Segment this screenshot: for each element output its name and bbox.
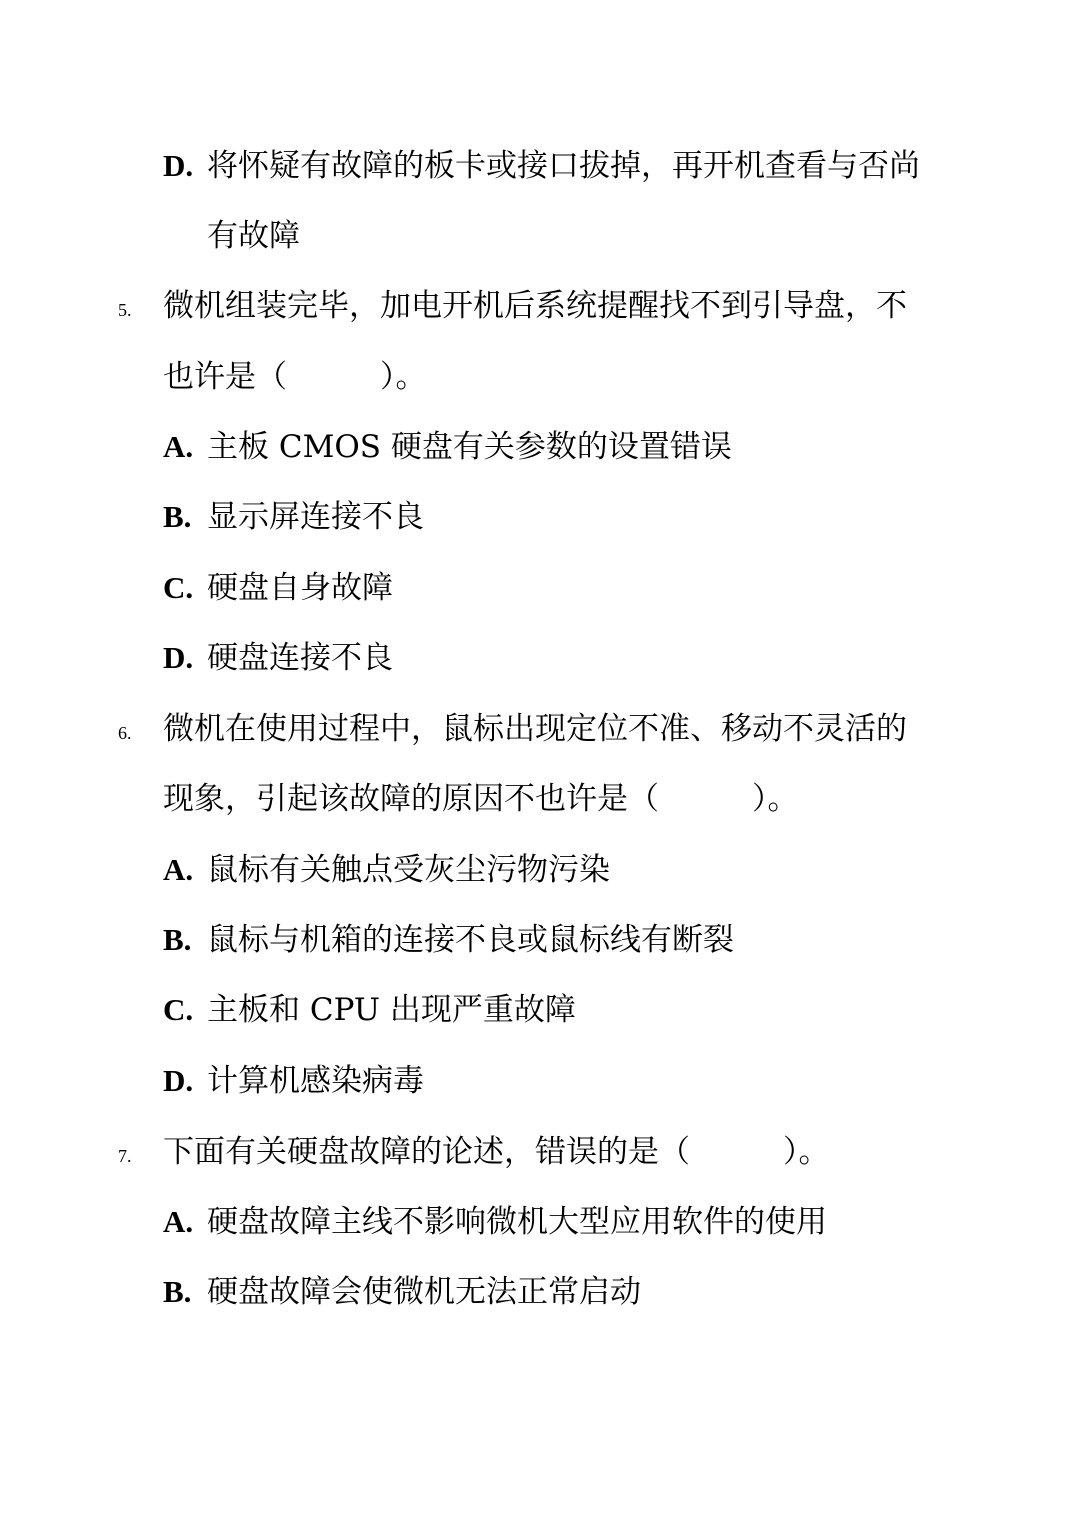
question-7-text: 下面有关硬盘故障的论述，错误的是（ ）。 <box>163 1134 830 1170</box>
option-letter: B. <box>163 922 192 957</box>
question-6-option-a <box>163 850 610 890</box>
option-d-prev <box>163 146 920 186</box>
option-text: 计算机感染病毒 <box>207 1063 424 1099</box>
question-5-option-b <box>163 497 424 537</box>
question-5-text-continuation: 也许是（ ）。 <box>163 359 427 395</box>
option-text: 将怀疑有故障的板卡或接口拔掉，再开机查看与否尚 <box>207 148 920 184</box>
question-5-option-a <box>163 427 732 467</box>
question-6-number: 6. <box>118 723 132 743</box>
option-letter: B. <box>163 1274 192 1309</box>
option-text: 硬盘故障会使微机无法正常启动 <box>207 1274 641 1310</box>
option-text: 硬盘故障主线不影响微机大型应用软件的使用 <box>207 1204 827 1240</box>
option-letter: B. <box>163 499 192 534</box>
option-text: 显示屏连接不良 <box>207 499 424 535</box>
option-text: 主板和 CPU 出现严重故障 <box>207 992 576 1028</box>
question-6-option-c <box>163 990 576 1030</box>
question-5-option-c <box>163 568 393 608</box>
question-5-number: 5. <box>118 300 132 320</box>
question-6-text: 微机在使用过程中，鼠标出现定位不准、移动不灵活的 <box>163 711 907 747</box>
option-letter: A. <box>163 429 194 464</box>
option-text: 鼠标与机箱的连接不良或鼠标线有断裂 <box>207 922 734 958</box>
option-letter: A. <box>163 1204 194 1239</box>
question-7-option-b <box>163 1272 641 1312</box>
question-5-option-d <box>163 638 393 678</box>
option-letter: A. <box>163 852 194 887</box>
question-6-option-d <box>163 1061 424 1101</box>
option-text: 主板 CMOS 硬盘有关参数的设置错误 <box>207 429 732 465</box>
question-7-option-a <box>163 1202 827 1242</box>
question-6-option-b <box>163 920 734 960</box>
option-letter: D. <box>163 1063 194 1098</box>
option-text: 硬盘连接不良 <box>207 640 393 676</box>
question-5-text: 微机组装完毕，加电开机后系统提醒找不到引导盘，不 <box>163 288 907 324</box>
option-letter: C. <box>163 992 194 1027</box>
option-letter: D. <box>163 640 194 675</box>
option-d-prev-continuation: 有故障 <box>207 218 300 254</box>
question-6-text-continuation: 现象，引起该故障的原因不也许是（ ）。 <box>163 781 799 817</box>
option-letter: C. <box>163 570 194 605</box>
option-letter: D. <box>163 148 194 183</box>
option-text: 鼠标有关触点受灰尘污物污染 <box>207 852 610 888</box>
question-7-number: 7. <box>118 1146 132 1166</box>
option-text: 硬盘自身故障 <box>207 570 393 606</box>
